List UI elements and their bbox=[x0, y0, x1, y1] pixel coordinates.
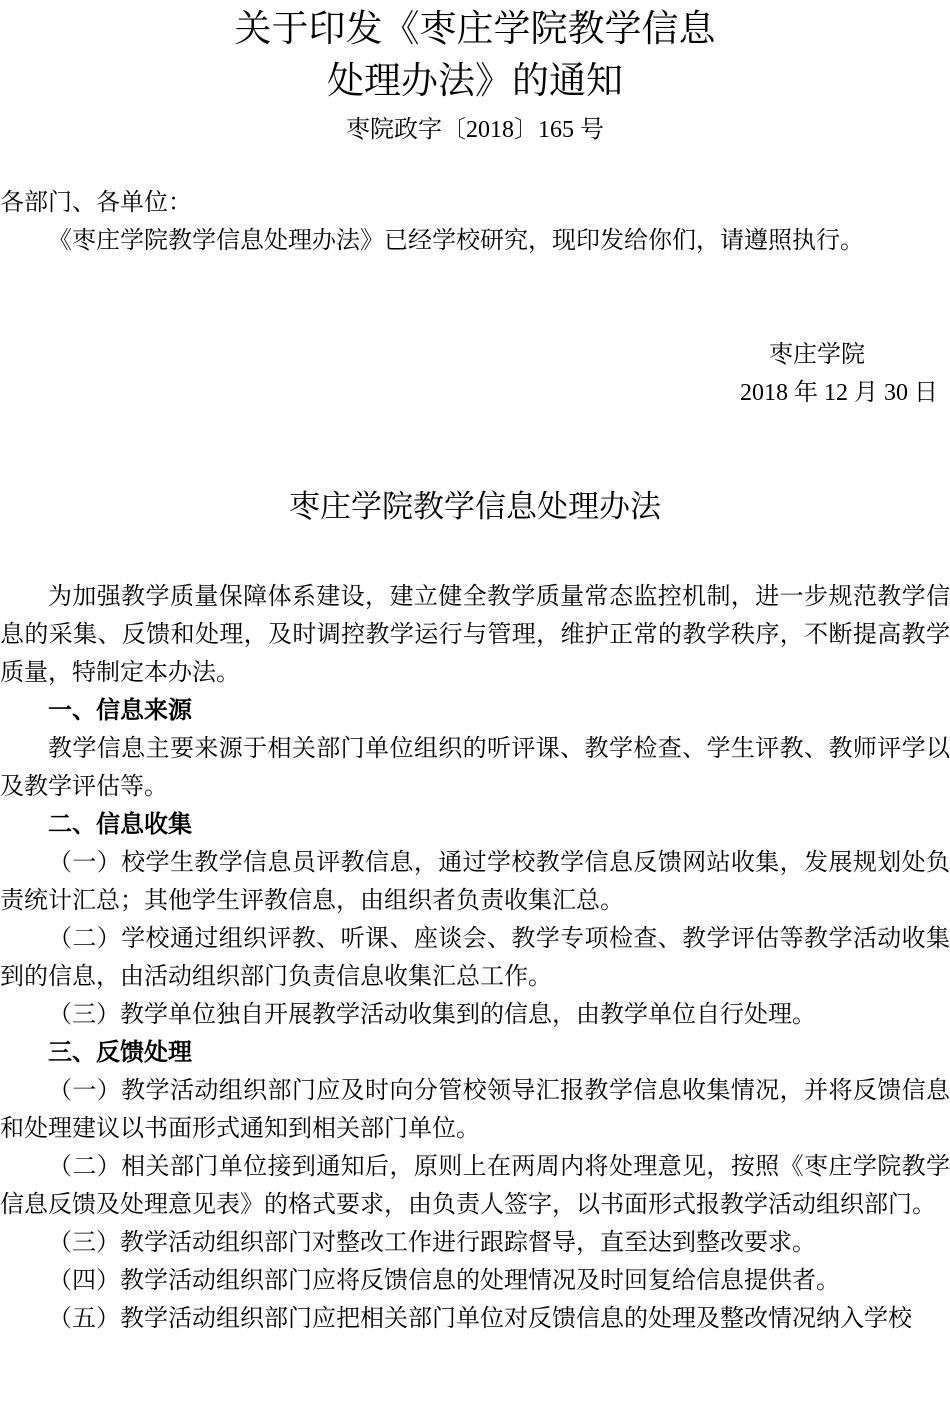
body-paragraph: （二）学校通过组织评教、听课、座谈会、教学专项检查、教学评估等教学活动收集到的信息，由活动组织部门负责信息收集汇总工作。 bbox=[0, 926, 950, 990]
document-number: 枣院政字〔2018〕165 号 bbox=[346, 117, 604, 143]
body-paragraph: （三）教学单位独自开展教学活动收集到的信息，由教学单位自行处理。 bbox=[48, 1002, 816, 1028]
body-paragraph: （三）教学活动组织部门对整改工作进行跟踪督导，直至达到整改要求。 bbox=[48, 1230, 816, 1256]
section-heading: 二、信息收集 bbox=[48, 812, 192, 838]
document-title-line1: 关于印发《枣庄学院教学信息 bbox=[234, 9, 716, 50]
body-paragraph: （五）教学活动组织部门应把相关部门单位对反馈信息的处理及整改情况纳入学校 bbox=[48, 1306, 912, 1332]
section-heading: 一、信息来源 bbox=[48, 698, 192, 724]
document-title bbox=[0, 4, 950, 108]
body-paragraph: （一）校学生教学信息员评教信息，通过学校教学信息反馈网站收集，发展规划处负责统计汇总；其他学生评教信息，由组织者负责收集汇总。 bbox=[0, 850, 950, 914]
document-body bbox=[0, 578, 950, 1338]
signature-name: 枣庄学院 bbox=[769, 342, 865, 368]
attachment-title: 枣庄学院教学信息处理办法 bbox=[289, 489, 661, 524]
body-paragraph: （二）相关部门单位接到通知后，原则上在两周内将处理意见，按照《枣庄学院教学信息反馈及处理意见表》的格式要求，由负责人签字，以书面形式报教学活动组织部门。 bbox=[0, 1154, 950, 1218]
document-title-line2: 处理办法》的通知 bbox=[327, 61, 623, 102]
body-paragraph: （一）教学活动组织部门应及时向分管校领导汇报教学信息收集情况，并将反馈信息和处理建议以书面形式通知到相关部门单位。 bbox=[0, 1078, 950, 1142]
signature-date: 2018 年 12 月 30 日 bbox=[740, 380, 938, 406]
signature-block bbox=[0, 336, 950, 412]
notice-body: 《枣庄学院教学信息处理办法》已经学校研究，现印发给你们，请遵照执行。 bbox=[48, 228, 864, 254]
document-page bbox=[0, 4, 950, 1406]
salutation: 各部门、各单位： bbox=[0, 190, 192, 216]
body-paragraph: （四）教学活动组织部门应将反馈信息的处理情况及时回复给信息提供者。 bbox=[48, 1268, 840, 1294]
body-paragraph: 教学信息主要来源于相关部门单位组织的听评课、教学检查、学生评教、教师评学以及教学评估等。 bbox=[0, 736, 950, 800]
section-heading: 三、反馈处理 bbox=[48, 1040, 192, 1066]
body-paragraph: 为加强教学质量保障体系建设，建立健全教学质量常态监控机制，进一步规范教学信息的采集、反馈和处理，及时调控教学运行与管理，维护正常的教学秩序，不断提高教学质量，特制定本办法。 bbox=[0, 584, 950, 686]
